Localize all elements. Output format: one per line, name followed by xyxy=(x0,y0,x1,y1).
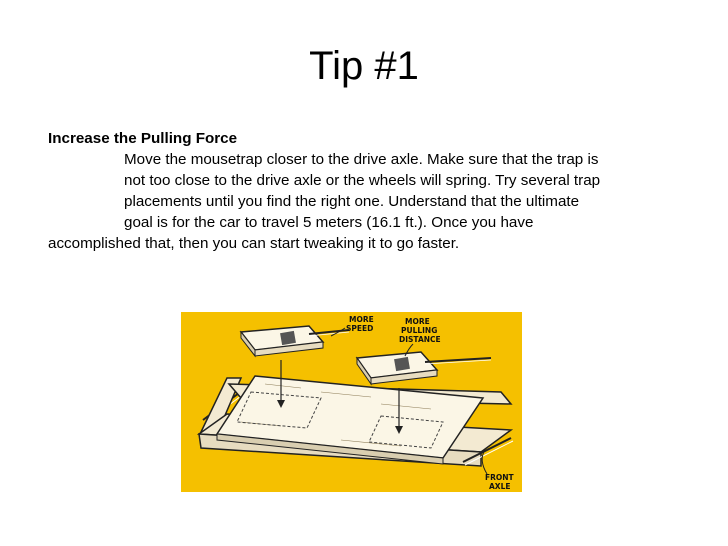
mousetrap-front xyxy=(357,352,491,384)
tip-line-5: accomplished that, then you can start tweaking it to go faster. xyxy=(48,235,460,252)
tip-line-2: not too close to the drive axle or the wheels will spring. Try several trap xyxy=(124,172,601,189)
mousetrap-car-illustration xyxy=(181,312,522,492)
tip-line-3: placements until you find the right one. Understand that the ultimate xyxy=(124,193,580,210)
mousetrap-rear xyxy=(241,326,349,356)
label-more-pulling-1: MORE xyxy=(405,317,430,326)
label-front-axle-2: AXLE xyxy=(489,482,511,491)
tip-body xyxy=(48,128,718,254)
label-front-axle-1: FRONT xyxy=(485,473,514,482)
label-more-speed-1: MORE xyxy=(349,315,374,324)
tip-heading: Increase the Pulling Force xyxy=(48,130,238,147)
label-more-pulling-2: PULLING xyxy=(401,326,438,335)
tip-line-4: goal is for the car to travel 5 meters (16.1 ft.). Once you have xyxy=(124,214,534,231)
tip-line-1: Move the mousetrap closer to the drive axle. Make sure that the trap is xyxy=(124,151,599,168)
label-more-speed-2: SPEED xyxy=(346,324,374,333)
mousetrap-car-drawing xyxy=(181,312,522,492)
label-more-pulling-3: DISTANCE xyxy=(399,335,441,344)
slide-title: Tip #1 xyxy=(309,44,419,88)
pointer-front-axle xyxy=(482,450,487,474)
